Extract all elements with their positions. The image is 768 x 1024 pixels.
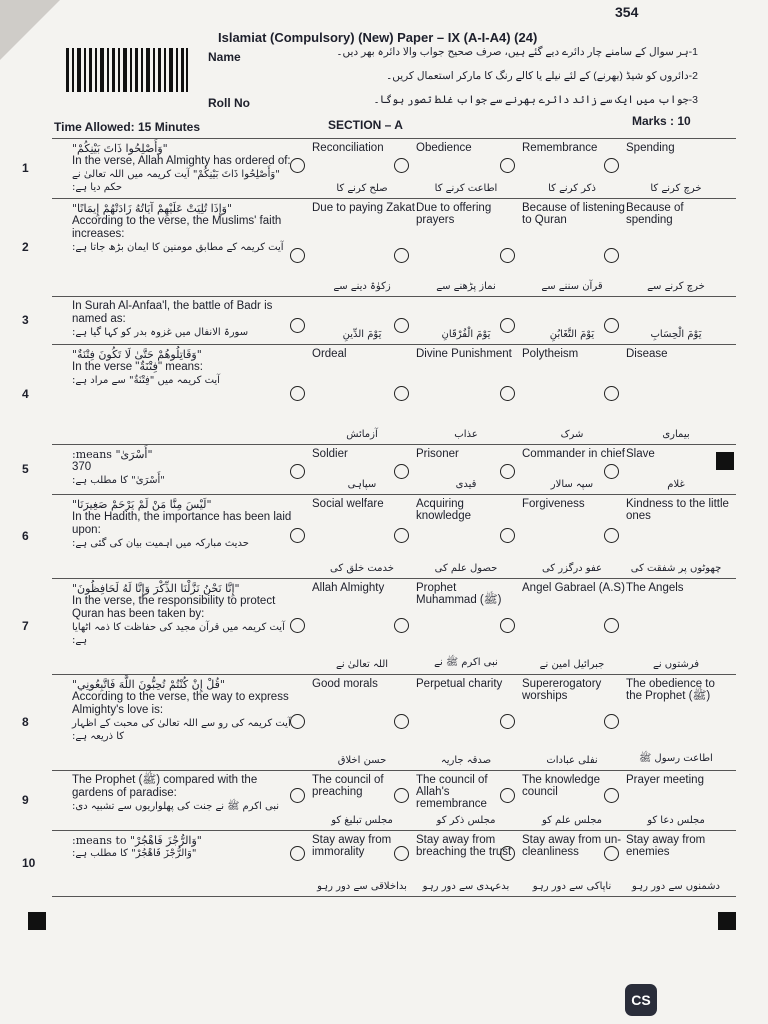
question-row <box>22 832 736 896</box>
question-urdu: آیت کریمہ کے مطابق مومنین کا ایمان بڑھ جاتا ہے: <box>72 242 284 253</box>
option-urdu: غلام <box>667 479 685 490</box>
option-english: Angel Gabrael (A.S) <box>522 582 625 594</box>
option-urdu: دشمنوں سے دور رہو <box>632 881 720 892</box>
option-urdu: زکوٰۃ دینے سے <box>333 281 391 292</box>
option-d <box>626 498 730 576</box>
option-urdu: مجلس دعا کو <box>647 815 705 826</box>
option-english: Prisoner <box>416 448 459 460</box>
question-urdu: "أَسْرَىٰ" کا مطلب ہے: <box>72 475 165 486</box>
question-english: According to the verse, the way to express Almighty's love is: <box>72 691 289 716</box>
option-urdu: چھوٹوں پر شفقت کی <box>630 563 722 574</box>
answer-bubble[interactable] <box>290 618 305 633</box>
option-urdu: ناپاکی سے دور رہو <box>532 881 612 892</box>
option-urdu: قیدی <box>455 479 477 490</box>
option-a <box>312 834 416 894</box>
question-arabic: "لَيْسَ مِنَّا مَنْ لَمْ يَرْحَمْ صَغِيرَنَا" <box>72 498 212 511</box>
option-urdu: بداخلاقی سے دور رہو <box>317 881 407 892</box>
divider <box>52 138 736 139</box>
question-text <box>72 300 297 339</box>
answer-bubble[interactable] <box>290 714 305 729</box>
answer-bubble[interactable] <box>604 528 619 543</box>
alignment-mark <box>716 452 734 470</box>
option-urdu: مجلس تبلیغ کو <box>331 815 393 826</box>
answer-bubble[interactable] <box>604 248 619 263</box>
option-urdu: اللہ تعالیٰ نے <box>335 659 389 670</box>
divider <box>52 198 736 199</box>
option-urdu: مجلس ذکر کو <box>436 815 496 826</box>
option-english: Stay away from enemies <box>626 834 706 858</box>
answer-bubble[interactable] <box>290 528 305 543</box>
question-text <box>72 202 297 254</box>
answer-bubble[interactable] <box>394 714 409 729</box>
question-row <box>22 140 736 198</box>
question-urdu: آیت کریمہ میں قرآن مجید کی حفاظت کا ذمہ اٹھایا ہے: <box>72 622 285 646</box>
option-english: Reconciliation <box>312 142 384 154</box>
question-number: 9 <box>22 793 29 807</box>
option-urdu: شرک <box>560 429 584 440</box>
question-row <box>22 346 736 444</box>
question-urdu: سورۃ الانفال میں غزوہ بدر کو کہا گیا ہے: <box>72 327 249 338</box>
option-english: Obedience <box>416 142 472 154</box>
option-english: Perpetual charity <box>416 678 503 690</box>
question-row <box>22 676 736 770</box>
answer-bubble[interactable] <box>394 248 409 263</box>
answer-bubble[interactable] <box>604 318 619 333</box>
question-number: 2 <box>22 240 29 254</box>
answer-bubble[interactable] <box>500 714 515 729</box>
answer-bubble[interactable] <box>290 464 305 479</box>
answer-bubble[interactable] <box>604 846 619 861</box>
alignment-mark <box>28 912 46 930</box>
question-row <box>22 580 736 674</box>
option-urdu: عذاب <box>454 429 478 440</box>
question-text <box>72 834 297 860</box>
question-row <box>22 200 736 296</box>
question-number: 5 <box>22 462 29 476</box>
option-english: The council of Allah's remembrance <box>416 774 488 810</box>
option-d <box>626 678 730 768</box>
question-row <box>22 496 736 578</box>
divider <box>52 770 736 771</box>
option-english: Polytheism <box>522 348 579 360</box>
scanner-logo: CS <box>625 984 657 1016</box>
option-english: Social welfare <box>312 498 384 510</box>
option-urdu: نفلی عبادات <box>546 755 598 766</box>
option-urdu: يَوْمَ الْفُرْقَانِ <box>441 329 491 340</box>
question-text <box>72 678 297 743</box>
option-d <box>626 774 730 828</box>
question-arabic: "أَسْرَىٰ" means: <box>72 448 153 461</box>
answer-bubble[interactable] <box>394 846 409 861</box>
question-row <box>22 298 736 344</box>
question-arabic: "وَإِذَا تُلِيَتْ عَلَيْهِمْ آيَاتُهُ زَادَتْهُمْ إِيمَانًا" <box>72 202 233 215</box>
answer-bubble[interactable] <box>604 788 619 803</box>
option-urdu: فرشتوں نے <box>652 659 700 670</box>
name-label: Name <box>208 50 241 64</box>
option-urdu: حصول علم کی <box>434 563 498 574</box>
question-english: 370 <box>72 461 92 473</box>
option-urdu: اطاعت کرنے کا <box>434 183 498 194</box>
answer-bubble[interactable] <box>500 846 515 861</box>
answer-bubble[interactable] <box>290 248 305 263</box>
option-d <box>626 582 730 672</box>
answer-bubble[interactable] <box>500 618 515 633</box>
option-b <box>416 834 520 894</box>
answer-bubble[interactable] <box>500 788 515 803</box>
question-urdu: حدیث مبارکہ میں اہمیت بیان کی گئی ہے: <box>72 538 249 549</box>
option-urdu: خدمت خلق کی <box>330 563 394 574</box>
question-text <box>72 448 297 487</box>
option-urdu: آزمائش <box>346 429 378 440</box>
option-english: Soldier <box>312 448 348 460</box>
question-english: In the Hadith, the importance has been laid upon: <box>72 511 292 536</box>
option-english: Good morals <box>312 678 378 690</box>
option-english: Slave <box>626 448 655 460</box>
option-english: Because of spending <box>626 202 684 226</box>
question-arabic: "وَالرُّجْزَ فَاهْجُرْ" means to: <box>72 834 202 847</box>
option-english: Acquiring knowledge <box>416 498 471 522</box>
option-c <box>522 834 626 894</box>
option-english: Prophet Muhammad (ﷺ) <box>416 582 502 606</box>
answer-bubble[interactable] <box>394 158 409 173</box>
question-number: 6 <box>22 529 29 543</box>
question-text <box>72 582 297 647</box>
divider <box>52 296 736 297</box>
answer-bubble[interactable] <box>500 158 515 173</box>
answer-bubble[interactable] <box>394 464 409 479</box>
question-english: According to the verse, the Muslims' faith increases: <box>72 215 282 240</box>
option-english: Ordeal <box>312 348 347 360</box>
option-english: Stay away from un-cleanliness <box>522 834 622 858</box>
divider <box>52 444 736 445</box>
marks-label: Marks : 10 <box>632 114 691 128</box>
answer-bubble[interactable] <box>394 618 409 633</box>
alignment-mark <box>718 912 736 930</box>
option-english: Due to offering prayers <box>416 202 492 226</box>
question-number: 8 <box>22 715 29 729</box>
question-urdu: آیت کریمہ کی رو سے اللہ تعالیٰ کی محبت کے اظہار کا ذریعہ ہے: <box>72 718 291 742</box>
question-english: In the verse, Allah Almighty has ordered of: <box>72 155 291 167</box>
divider <box>52 344 736 345</box>
option-english: The Angels <box>626 582 684 594</box>
answer-bubble[interactable] <box>500 528 515 543</box>
option-english: Remembrance <box>522 142 598 154</box>
question-arabic: "قُلْ إِنْ كُنْتُمْ تُحِبُّونَ اللَّهَ فَاتَّبِعُونِي" <box>72 678 225 691</box>
option-english: Commander in chief <box>522 448 625 460</box>
question-row <box>22 772 736 830</box>
question-number: 3 <box>22 313 29 327</box>
instruction-2: 2-دائروں کو شیڈ (بھرنے) کے لئے نیلے یا کالے رنگ کا مارکر استعمال کریں۔ <box>386 70 698 82</box>
time-allowed: Time Allowed: 15 Minutes <box>54 120 201 134</box>
answer-bubble[interactable] <box>290 386 305 401</box>
option-english: Supererogatory worships <box>522 678 602 702</box>
option-urdu: يَوْمَ التَّغَابُنِ <box>549 329 595 340</box>
option-d <box>626 300 730 342</box>
option-urdu: بدعہدی سے دور رہو <box>422 881 510 892</box>
answer-bubble[interactable] <box>394 386 409 401</box>
answer-bubble[interactable] <box>394 788 409 803</box>
divider <box>52 578 736 579</box>
option-english: Stay away from immorality <box>312 834 392 858</box>
page-number: 354 <box>615 4 639 20</box>
option-urdu: ذکر کرنے کا <box>548 183 596 194</box>
option-english: The obedience to the Prophet (ﷺ) <box>626 678 715 702</box>
answer-bubble[interactable] <box>604 618 619 633</box>
answer-bubble[interactable] <box>290 158 305 173</box>
option-english: Divine Punishment <box>416 348 512 360</box>
answer-bubble[interactable] <box>500 248 515 263</box>
question-urdu: "وَأَصْلِحُوا ذَاتَ بَيْنِكُمْ" آیت کریمہ میں اللہ تعالیٰ نے حکم دیا ہے: <box>72 169 280 193</box>
option-urdu: بیماری <box>662 429 690 440</box>
answer-bubble[interactable] <box>604 464 619 479</box>
question-text <box>72 498 297 550</box>
option-urdu: قرآن سننے سے <box>541 281 603 292</box>
option-d <box>626 202 730 294</box>
answer-bubble[interactable] <box>500 464 515 479</box>
option-urdu: خرچ کرنے سے <box>647 281 705 292</box>
option-english: Stay away from breaching the trust <box>416 834 512 858</box>
option-urdu: سپہ سالار <box>550 479 594 490</box>
barcode <box>66 48 188 92</box>
option-urdu: نبی اکرم ﷺ نے <box>434 657 498 668</box>
option-d <box>626 348 730 442</box>
option-english: Because of listening to Quran <box>522 202 625 226</box>
question-english: In the verse, the responsibility to protect Quran has been taken by: <box>72 595 276 620</box>
question-english: The Prophet (ﷺ) compared with the gardens of paradise: <box>72 774 258 799</box>
option-urdu: اطاعت رسول ﷺ <box>639 753 713 764</box>
option-english: Due to paying Zakat <box>312 202 415 214</box>
divider <box>52 674 736 675</box>
option-urdu: عفو درگزر کی <box>541 563 603 574</box>
question-urdu: نبی اکرم ﷺ نے جنت کی پھلواریوں سے تشبیہ دی: <box>72 801 280 812</box>
answer-bubble[interactable] <box>394 528 409 543</box>
answer-bubble[interactable] <box>604 714 619 729</box>
option-urdu: مجلس علم کو <box>541 815 603 826</box>
question-text <box>72 142 297 194</box>
answer-bubble[interactable] <box>500 318 515 333</box>
answer-bubble[interactable] <box>290 318 305 333</box>
question-urdu: "وَالرُّجْزَ فَاهْجُرْ" کا مطلب ہے: <box>72 848 197 859</box>
question-arabic: "وَقَاتِلُوهُمْ حَتَّىٰ لَا تَكُونَ فِتْنَةٌ" <box>72 348 202 361</box>
page-corner-fold <box>0 0 60 60</box>
instruction-3: 3-جواب میں ایک سے زائد دائرے بھرنے سے جواب غلط تصور ہوگا۔ <box>373 94 698 106</box>
question-english: In the verse "فِتْنَةٌ" means: <box>72 361 203 373</box>
section-label: SECTION – A <box>328 118 403 132</box>
option-urdu: خرچ کرنے کا <box>650 183 702 194</box>
option-english: Disease <box>626 348 668 360</box>
option-english: The knowledge council <box>522 774 600 798</box>
paper-title: Islamiat (Compulsory) (New) Paper – IX (A-I-A4) (24) <box>218 30 538 45</box>
option-urdu: يَوْمَ الدِّينِ <box>342 329 382 340</box>
question-number: 10 <box>22 856 36 870</box>
question-number: 7 <box>22 619 29 633</box>
question-arabic: "إِنَّا نَحْنُ نَزَّلْنَا الذِّكْرَ وَإِنَّا لَهُ لَحَافِظُونَ" <box>72 582 240 595</box>
option-d <box>626 448 730 492</box>
option-urdu: صدقہ جاریہ <box>440 755 492 766</box>
option-d <box>626 142 730 196</box>
answer-bubble[interactable] <box>500 386 515 401</box>
question-text <box>72 774 297 813</box>
option-english: Allah Almighty <box>312 582 385 594</box>
question-number: 1 <box>22 161 29 175</box>
question-urdu: آیت کریمہ میں "فِتْنَةٌ" سے مراد ہے: <box>72 375 220 386</box>
roll-label: Roll No <box>208 96 250 110</box>
option-urdu: صلح کرنے کا <box>336 183 388 194</box>
option-urdu: حسن اخلاق <box>337 755 387 766</box>
divider <box>52 494 736 495</box>
option-urdu: جبرائیل امین نے <box>539 659 605 670</box>
option-english: The council of preaching <box>312 774 384 798</box>
answer-bubble[interactable] <box>290 846 305 861</box>
question-text <box>72 348 297 387</box>
option-d <box>626 834 730 894</box>
question-row <box>22 446 736 494</box>
option-urdu: سپاہی <box>347 479 377 490</box>
answer-bubble[interactable] <box>290 788 305 803</box>
option-urdu: نماز پڑھنے سے <box>436 281 496 292</box>
option-english: Spending <box>626 142 675 154</box>
answer-bubble[interactable] <box>394 318 409 333</box>
question-arabic: "وَأَصْلِحُوا ذَاتَ بَيْنِكُمْ" <box>72 142 168 155</box>
option-english: Forgiveness <box>522 498 585 510</box>
question-english: In Surah Al-Anfaa'l, the battle of Badr is named as: <box>72 300 273 325</box>
divider <box>52 896 736 897</box>
answer-bubble[interactable] <box>604 386 619 401</box>
question-number: 4 <box>22 387 29 401</box>
option-urdu: يَوْمَ الْحِسَابِ <box>650 329 702 340</box>
instruction-1: 1-ہر سوال کے سامنے چار دائرے دیے گئے ہیں، صرف صحیح جواب والا دائرہ بھر دیں۔ <box>336 46 698 58</box>
answer-bubble[interactable] <box>604 158 619 173</box>
option-english: Kindness to the little ones <box>626 498 729 522</box>
option-english: Prayer meeting <box>626 774 704 786</box>
divider <box>52 830 736 831</box>
